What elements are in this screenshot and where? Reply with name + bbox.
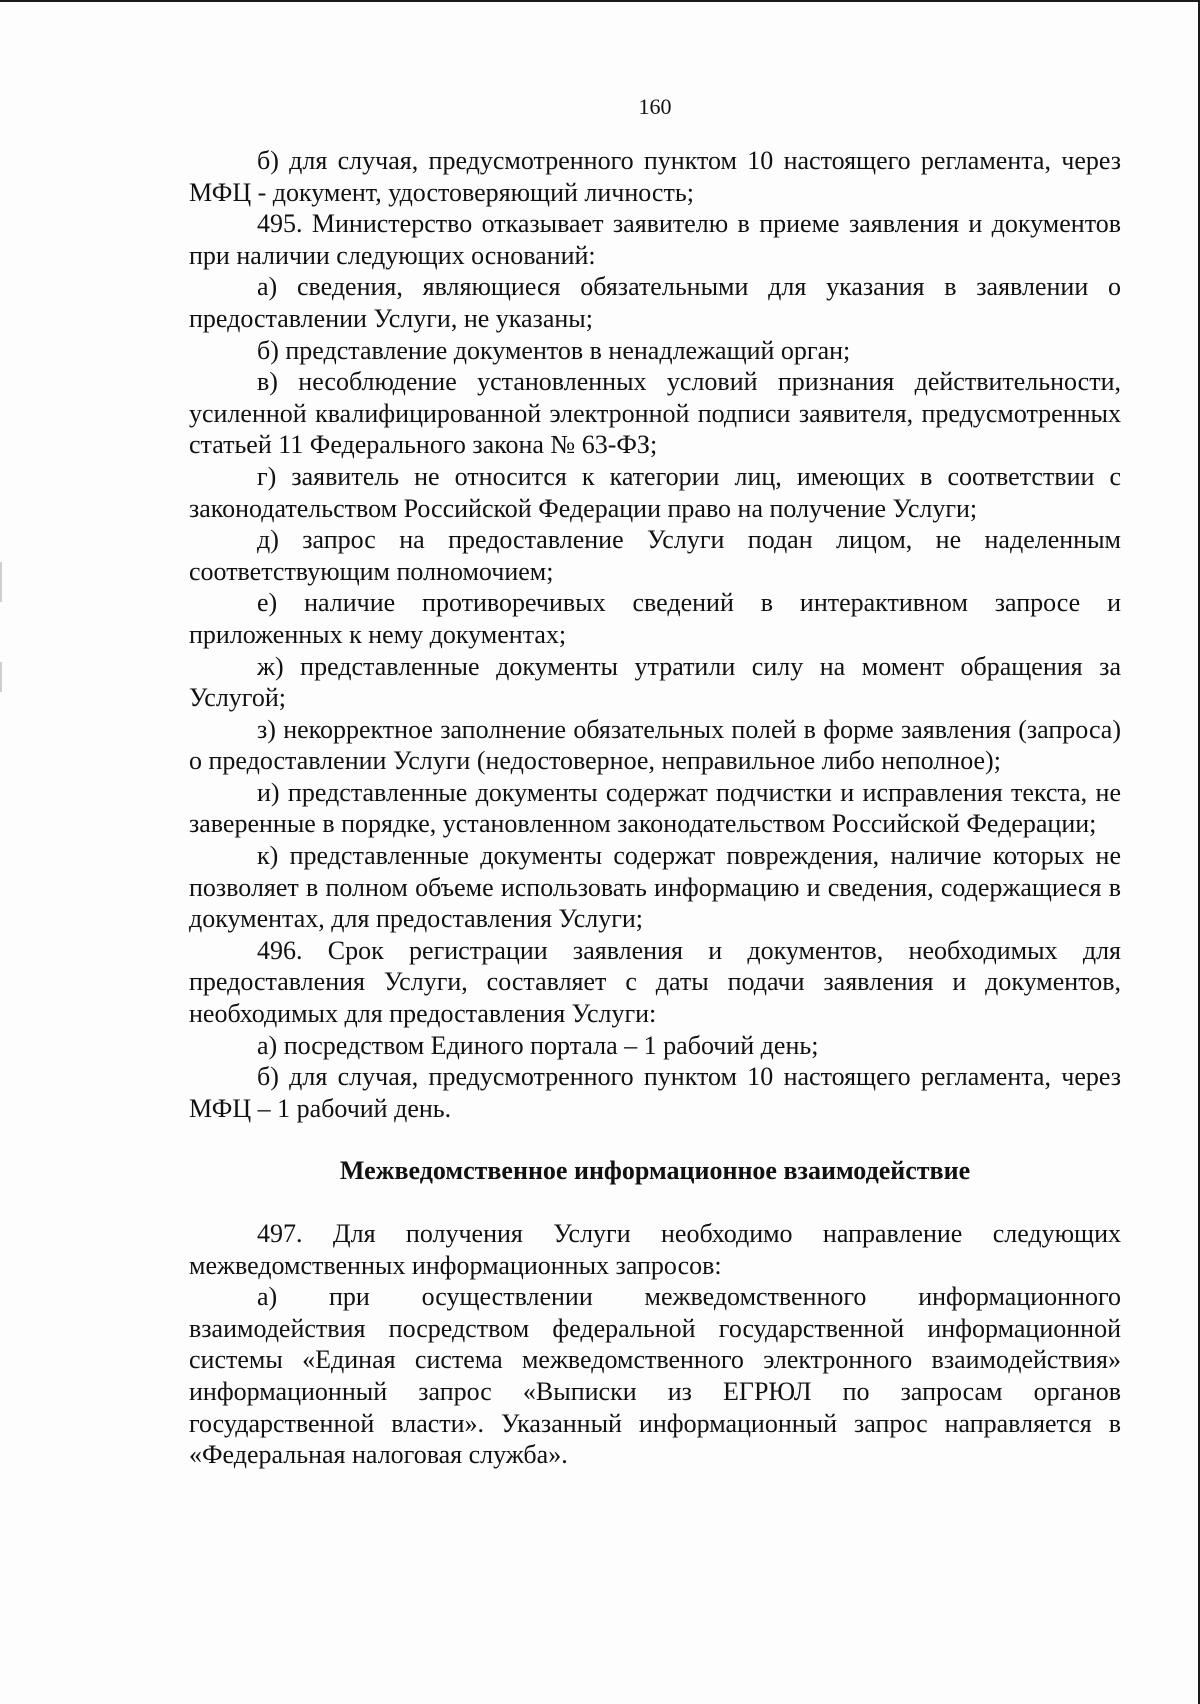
document-body bbox=[189, 94, 1121, 1471]
paragraph: к) представленные документы содержат повреждения, наличие которых не позволяет в полном объеме использовать информацию и сведения, содержащиеся в документах, для предоставления Услуги; bbox=[189, 841, 1121, 934]
paragraph: а) посредством Единого портала – 1 рабочий день; bbox=[257, 1030, 819, 1060]
scan-edge-mark bbox=[0, 662, 2, 692]
paragraph: а) при осуществлении межведомственного информационного взаимодействия посредством федеральной государственной информационной системы «Единая система межведомственного электронного взаимодействия» информационный запрос «Выписки из ЕГРЮЛ по запросам органов государственной власти». Указанный информационный запрос направляется в «Федеральная налоговая служба». bbox=[189, 1282, 1121, 1470]
paragraph: 495. Министерство отказывает заявителю в приеме заявления и документов при наличии следующих оснований: bbox=[189, 209, 1121, 270]
paragraph: а) сведения, являющиеся обязательными для указания в заявлении о предоставлении Услуги, не указаны; bbox=[189, 272, 1121, 333]
paragraph: е) наличие противоречивых сведений в интерактивном запросе и приложенных к нему документах; bbox=[189, 588, 1121, 649]
scan-edge-mark bbox=[0, 562, 2, 602]
paragraph: г) заявитель не относится к категории лиц, имеющих в соответствии с законодательством Российской Федерации право на получение Услуги; bbox=[189, 461, 1121, 523]
paragraph: з) некорректное заполнение обязательных полей в форме заявления (запроса) о предоставлении Услуги (недостоверное, неправильное либо неполное); bbox=[189, 714, 1121, 776]
paragraph: и) представленные документы содержат подчистки и исправления текста, не заверенные в порядке, установленном законодательством Российской Федерации; bbox=[189, 777, 1121, 839]
paragraph: д) запрос на предоставление Услуги подан лицом, не наделенным соответствующим полномочием; bbox=[189, 525, 1121, 586]
page-number: 160 bbox=[638, 94, 672, 119]
paragraph: 497. Для получения Услуги необходимо направление следующих межведомственных информационных запросов: bbox=[189, 1219, 1121, 1280]
paragraph: б) представление документов в ненадлежащий орган; bbox=[257, 335, 851, 365]
paragraph: ж) представленные документы утратили силу на момент обращения за Услугой; bbox=[189, 651, 1121, 713]
paragraph: б) для случая, предусмотренного пунктом 10 настоящего регламента, через МФЦ - документ, удостоверяющий личность; bbox=[189, 146, 1121, 207]
section-heading: Межведомственное информационное взаимодействие bbox=[339, 1156, 971, 1186]
paragraph: б) для случая, предусмотренного пунктом 10 настоящего регламента, через МФЦ – 1 рабочий день. bbox=[189, 1062, 1121, 1123]
paragraph: 496. Срок регистрации заявления и документов, необходимых для предоставления Услуги, составляет с даты подачи заявления и документов, необходимых для предоставления Услуги: bbox=[189, 935, 1121, 1029]
paragraph: в) несоблюдение установленных условий признания действительности, усиленной квалифицированной электронной подписи заявителя, предусмотренных статьей 11 Федерального закона № 63-ФЗ; bbox=[189, 367, 1121, 460]
